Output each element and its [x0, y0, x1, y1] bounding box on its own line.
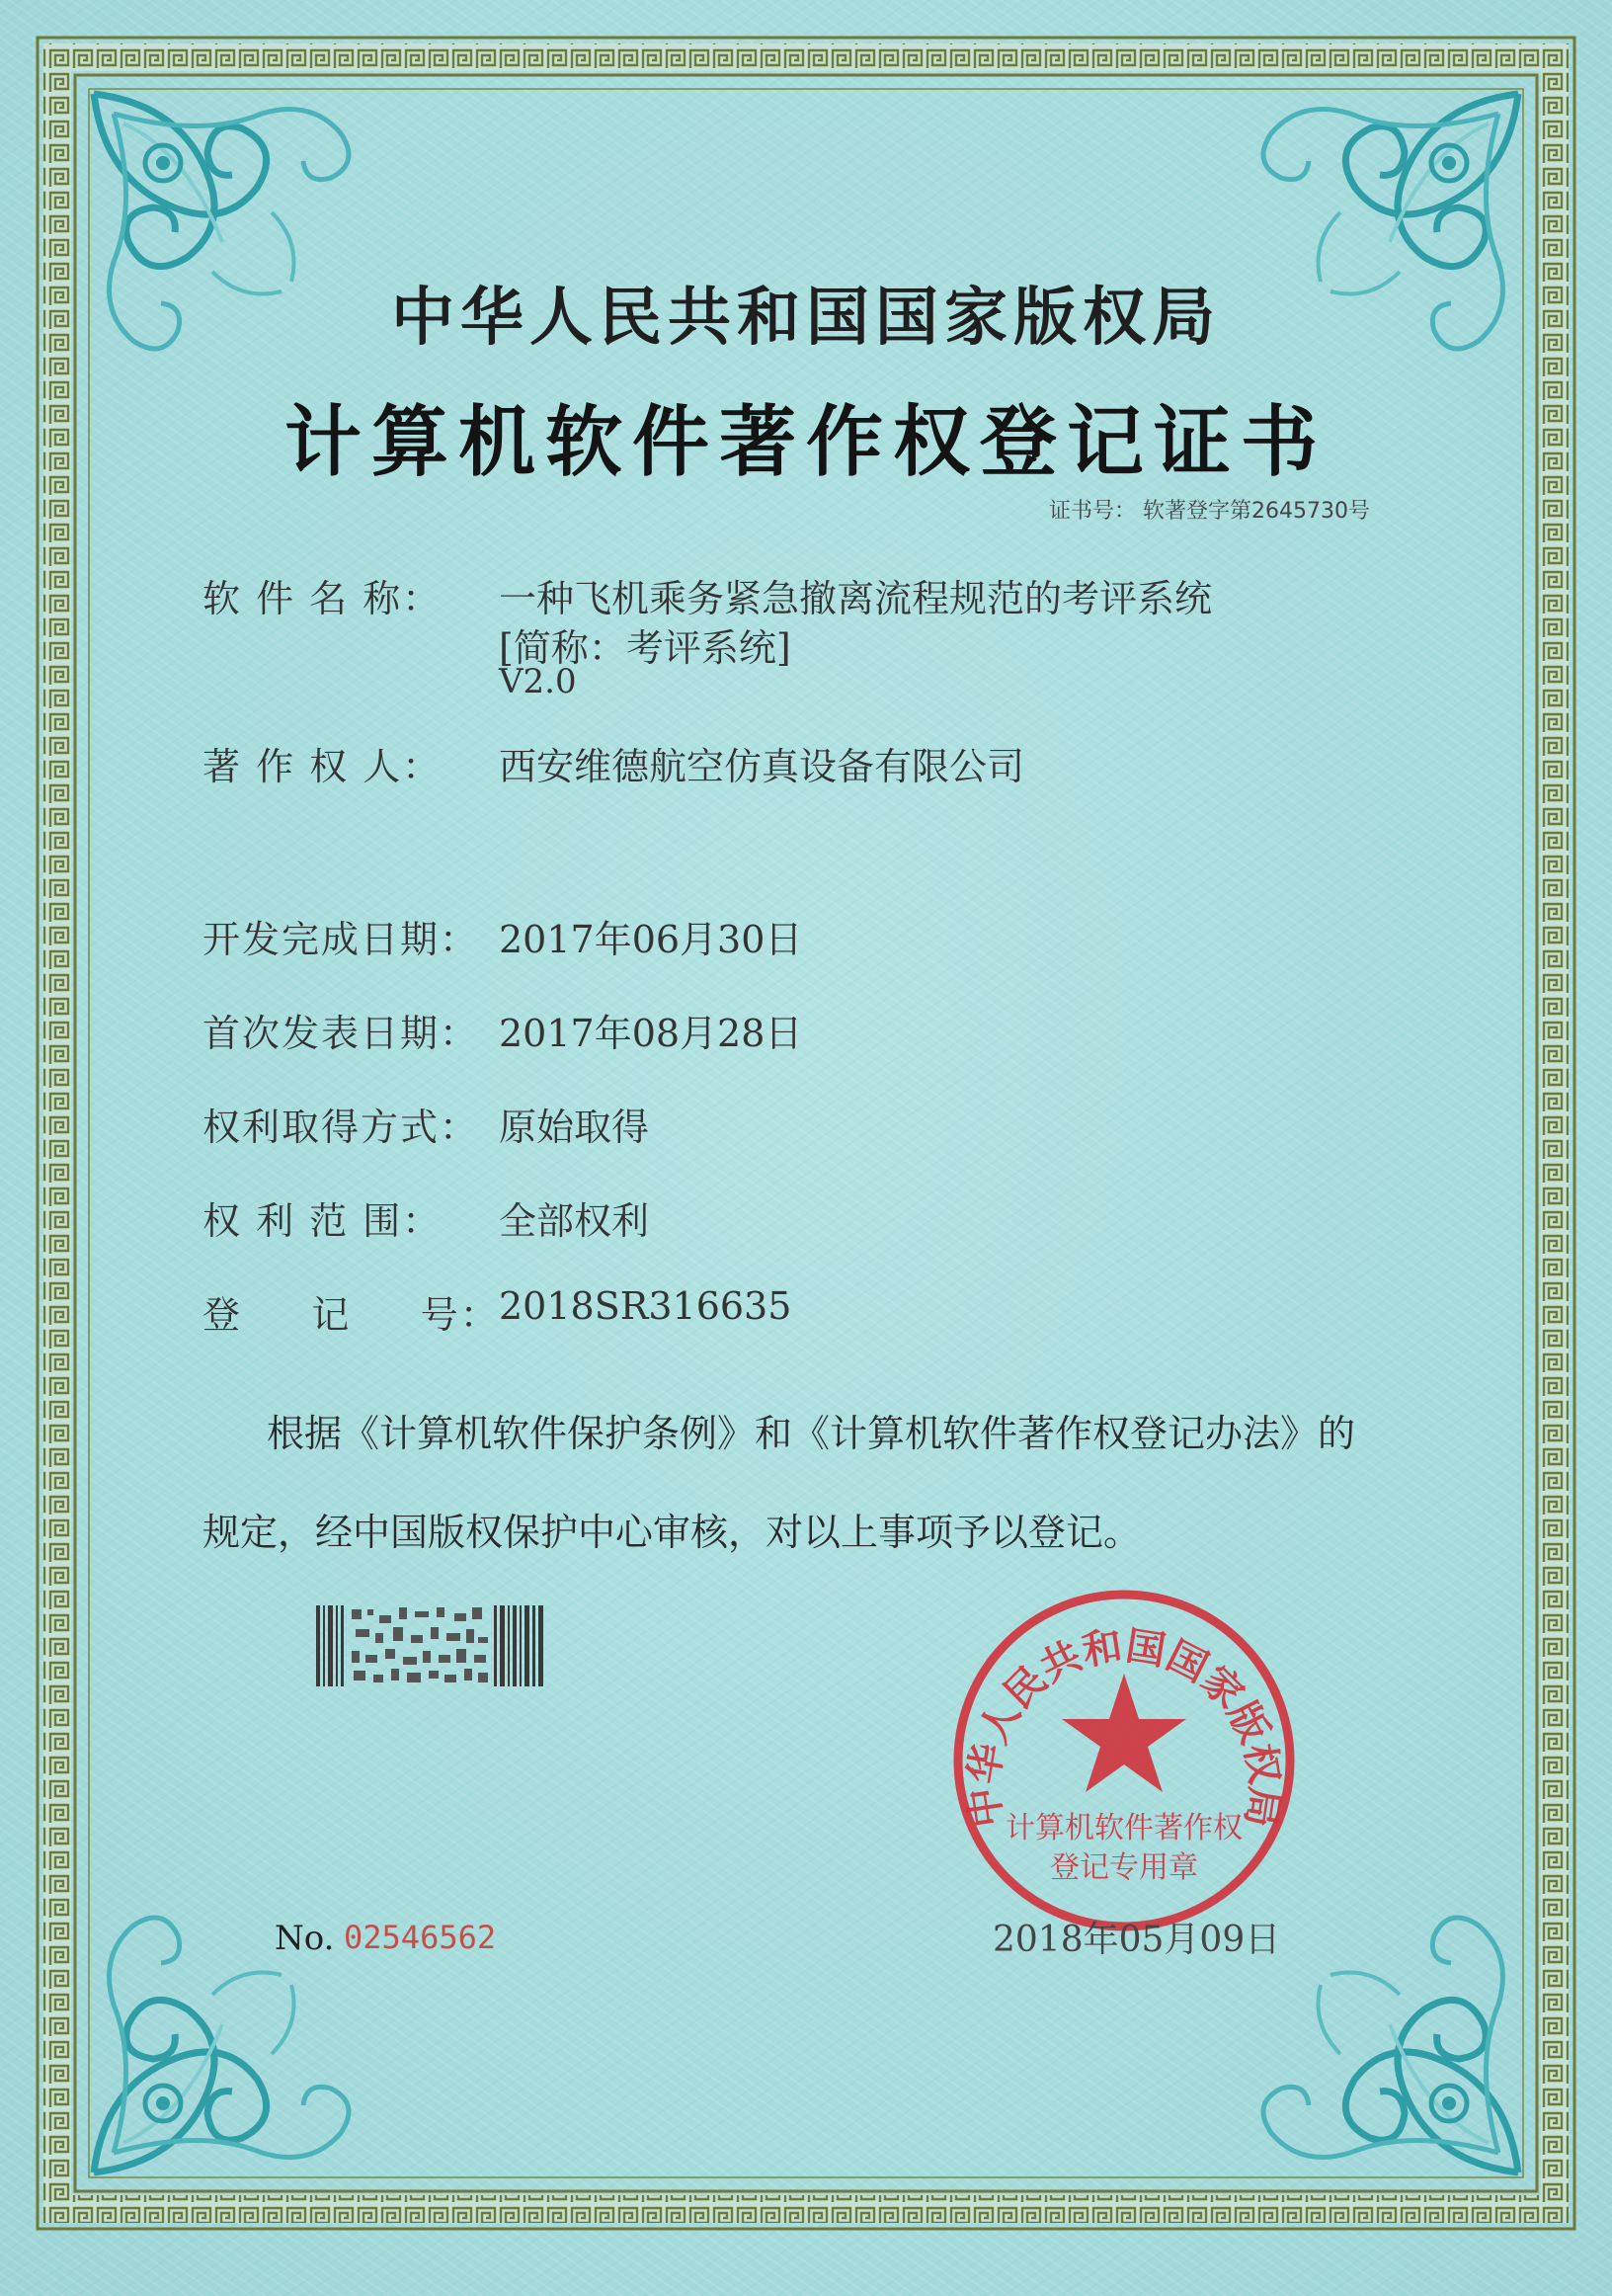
software-short-name: [简称：考评系统]: [499, 626, 791, 670]
acquisition-method-label: 权利取得方式：: [202, 1106, 480, 1149]
publication-date: 2017年08月28日: [499, 1012, 803, 1055]
registration-number: 2018SR316635: [499, 1284, 792, 1328]
software-version: V2.0: [499, 662, 577, 701]
rights-scope-label: 权 利 范 围：: [202, 1199, 443, 1243]
completion-date-label: 开发完成日期：: [202, 918, 480, 961]
issue-date: 2018年05月09日: [993, 1920, 1281, 1960]
publication-date-label: 首次发表日期：: [202, 1012, 480, 1055]
statement-line-2: 规定，经中国版权保护中心审核，对以上事项予以登记。: [202, 1511, 1142, 1554]
acquisition-method: 原始取得: [499, 1106, 650, 1149]
seal-star-icon: [1062, 1674, 1186, 1792]
serial-label: No.: [275, 1919, 335, 1958]
certificate-title: 计算机软件著作权登记证书: [283, 398, 1328, 487]
serial-number: 02546562: [344, 1919, 497, 1956]
certificate-number: 证书号： 软著登字第2645730号: [1049, 499, 1370, 524]
software-name-label: 软 件 名 称：: [202, 577, 443, 620]
issuing-organization: 中华人民共和国国家版权局: [391, 282, 1221, 355]
seal-line-1: 计算机软件著作权: [1006, 1811, 1243, 1845]
official-seal: [946, 1583, 1302, 1938]
barcode: [316, 1605, 543, 1686]
copyright-owner-label: 著 作 权 人：: [202, 745, 443, 788]
registration-number-label: 登 记 号：: [202, 1293, 500, 1337]
software-name: 一种飞机乘务紧急撤离流程规范的考评系统: [499, 577, 1213, 620]
completion-date: 2017年06月30日: [499, 918, 803, 961]
statement-line-1: 根据《计算机软件保护条例》和《计算机软件著作权登记办法》的: [267, 1412, 1356, 1455]
seal-ring-text: 中华人民共和国国家版权局: [960, 1623, 1288, 1831]
rights-scope: 全部权利: [499, 1199, 650, 1243]
seal-line-2: 登记专用章: [1050, 1850, 1198, 1885]
copyright-owner: 西安维德航空仿真设备有限公司: [499, 745, 1025, 788]
